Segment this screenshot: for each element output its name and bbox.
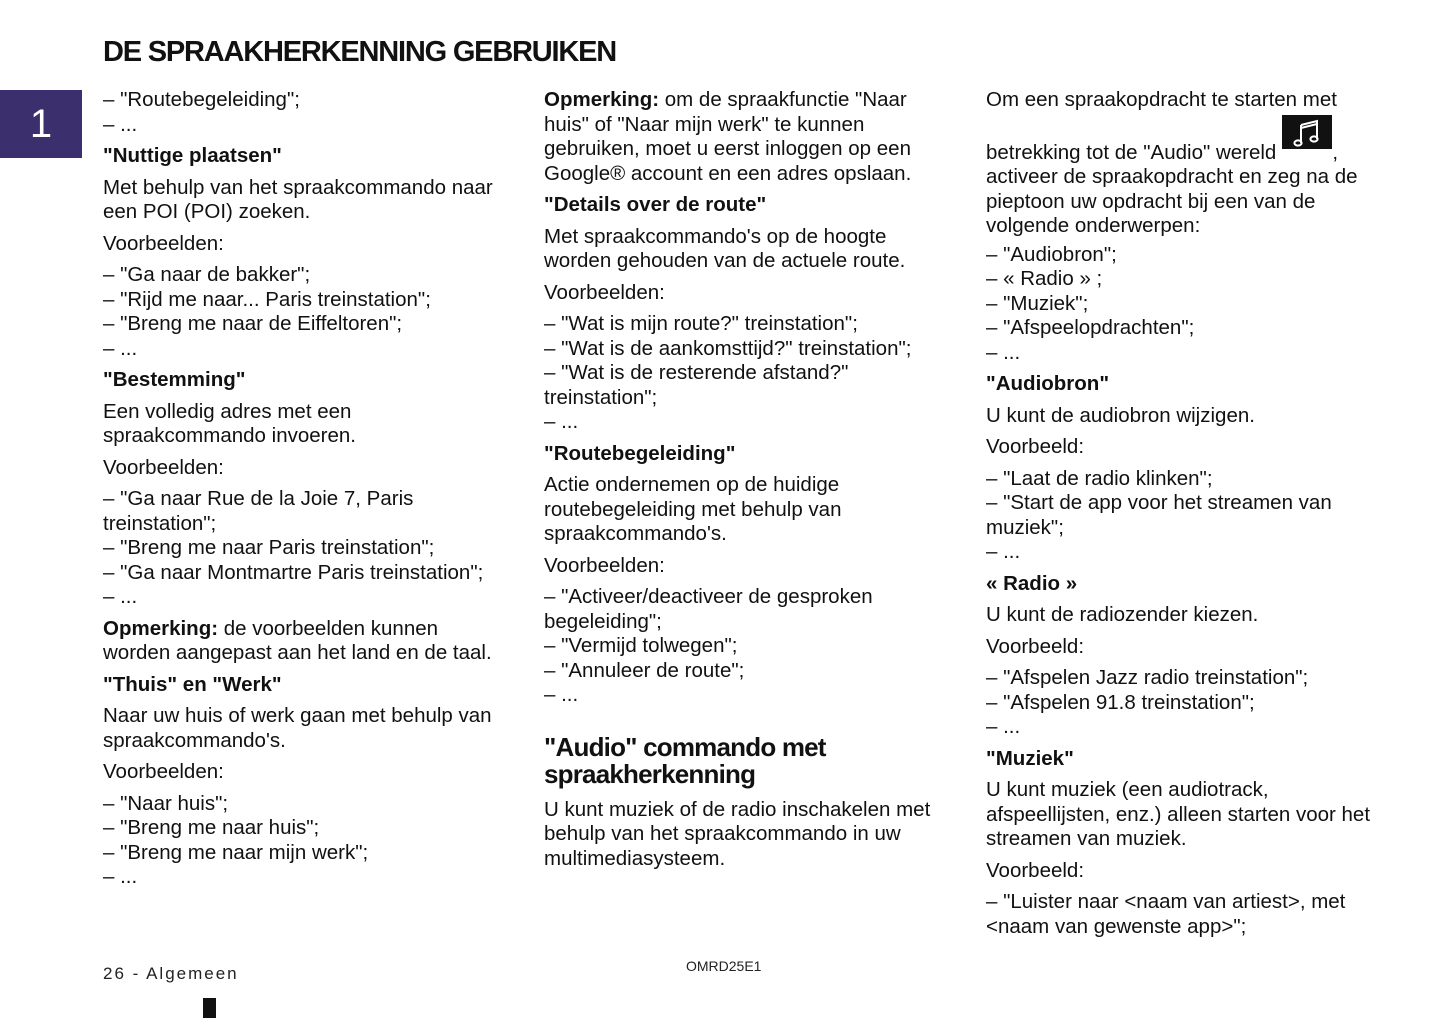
route-details-examples — [544, 312, 954, 435]
list-item: – ... — [103, 585, 138, 608]
route-details-text: Met spraakcommando's op de hoogte worden gehouden van de actuele route. — [544, 224, 906, 272]
poi-heading: "Nuttige plaatsen" — [103, 144, 282, 167]
list-item: – ... — [986, 540, 1021, 563]
chapter-tab: 1 — [0, 90, 82, 158]
guidance-examples-label: Voorbeelden: — [544, 553, 665, 577]
intro-rest: activeer de spraakopdracht en zeg na de pieptoon uw opdracht bij een van de volgende onderwerpen: — [986, 165, 1358, 237]
list-item: – "Luister naar <naam van artiest>, met <naam van gewenste app>"; — [986, 890, 1346, 938]
route-details-examples-label: Voorbeelden: — [544, 280, 665, 304]
column-2 — [544, 88, 954, 878]
guidance-heading: "Routebegeleiding" — [544, 441, 736, 465]
audio-source-example-label: Voorbeeld: — [986, 435, 1085, 458]
guidance-examples — [544, 585, 954, 708]
list-item: – "Vermijd tolwegen"; — [544, 634, 738, 657]
music-text: U kunt muziek (een audiotrack, afspeellijsten, enz.) alleen starten voor het streamen van muziek. — [986, 778, 1371, 850]
page-number-label: 26 - Algemeen — [103, 964, 239, 983]
list-item: – "Breng me naar de Eiffeltoren"; — [103, 312, 403, 335]
list-item: – "Muziek"; — [986, 291, 1089, 315]
music-heading: "Muziek" — [986, 746, 1074, 770]
poi-examples-label: Voorbeelden: — [103, 231, 224, 255]
music-example-label: Voorbeeld: — [986, 858, 1085, 882]
home-work-examples — [103, 792, 498, 890]
radio-examples — [986, 666, 1396, 740]
list-item: – ... — [103, 336, 138, 360]
note-paragraph — [544, 88, 954, 186]
list-item: – ... — [103, 865, 138, 888]
list-item: – "Ga naar Rue de la Joie 7, Paris treinstation"; — [103, 487, 414, 535]
list-item: – ... — [986, 340, 1021, 364]
radio-example-label: Voorbeeld: — [986, 634, 1085, 658]
intro-line-1: Om een spraakopdracht te starten met — [986, 88, 1337, 111]
note-paragraph — [103, 617, 498, 666]
poi-text: Met behulp van het spraakcommando naar een POI (POI) zoeken. — [103, 175, 493, 223]
radio-text: U kunt de radiozender kiezen. — [986, 603, 1259, 626]
column-3 — [986, 88, 1396, 946]
list-item: – "Breng me naar mijn werk"; — [103, 840, 369, 864]
list-item: – ... — [986, 715, 1021, 738]
list-item: – ... — [544, 410, 579, 433]
list-item: – "Naar huis"; — [103, 791, 229, 815]
destination-text: Een volledig adres met een spraakcommando invoeren. — [103, 399, 356, 447]
note-label: Opmerking: — [103, 616, 219, 640]
page-title: DE SPRAAKHERKENNING GEBRUIKEN — [103, 36, 617, 68]
page-edge-marker — [203, 998, 216, 1018]
list-item: – "Afspelen 91.8 treinstation"; — [986, 690, 1255, 714]
audio-section-text: U kunt muziek of de radio inschakelen met behulp van het spraakcommando in uw multimediasysteem. — [544, 797, 931, 870]
audio-section-heading: "Audio" commando met spraakherkenning — [544, 731, 826, 789]
list-item: – "Wat is de resterende afstand?" treinstation"; — [544, 361, 849, 409]
audio-source-heading: "Audiobron" — [986, 372, 1110, 395]
music-examples — [986, 890, 1396, 939]
list-item: – "Audiobron"; — [986, 242, 1117, 266]
poi-examples — [103, 263, 498, 361]
list-item: – ... — [544, 683, 579, 706]
list-item: – "Wat is de aankomsttijd?" treinstation"; — [544, 336, 912, 360]
home-work-examples-label: Voorbeelden: — [103, 760, 224, 783]
audio-source-text: U kunt de audiobron wijzigen. — [986, 403, 1255, 427]
list-item: – "Start de app voor het streamen van muziek"; — [986, 491, 1332, 539]
list-item: – « Radio » ; — [986, 267, 1103, 290]
destination-examples-label: Voorbeelden: — [103, 455, 224, 479]
list-item: – "Breng me naar Paris treinstation"; — [103, 536, 435, 559]
note-text: om de spraakfunctie "Naar huis" of "Naar mijn werk" te kunnen gebruiken, moet u eerst inloggen op een Google® account en een adres opslaan. — [544, 88, 912, 185]
list-item: – ... — [103, 112, 138, 136]
list-item: – "Laat de radio klinken"; — [986, 466, 1213, 490]
column-1 — [103, 88, 498, 897]
intro-paragraph — [986, 88, 1396, 239]
home-work-text: Naar uw huis of werk gaan met behulp van spraakcommando's. — [103, 704, 492, 752]
list-item: – "Breng me naar huis"; — [103, 816, 320, 839]
note-label: Opmerking: — [544, 88, 660, 111]
destination-heading: "Bestemming" — [103, 368, 246, 391]
list-item: – "Routebegeleiding"; — [103, 88, 300, 111]
music-note-icon — [1282, 115, 1332, 149]
guidance-text: Actie ondernemen op de huidige routebegeleiding met behulp van spraakcommando's. — [544, 473, 842, 545]
intro-comma: , — [1332, 140, 1339, 164]
note-text: de voorbeelden kunnen worden aangepast aan het land en de taal. — [103, 616, 492, 664]
home-work-heading: "Thuis" en "Werk" — [103, 672, 282, 696]
route-details-heading: "Details over de route" — [544, 193, 767, 216]
intro-list — [103, 88, 498, 137]
destination-examples — [103, 487, 498, 610]
topics-list — [986, 243, 1396, 366]
radio-heading: « Radio » — [986, 571, 1078, 595]
audio-source-examples — [986, 467, 1396, 565]
list-item: – "Afspelen Jazz radio treinstation"; — [986, 666, 1309, 689]
list-item: – "Ga naar de bakker"; — [103, 263, 311, 286]
list-item: – "Rijd me naar... Paris treinstation"; — [103, 287, 431, 311]
list-item: – "Annuleer de route"; — [544, 658, 745, 682]
document-code: OMRD25E1 — [686, 958, 762, 974]
list-item: – "Afspeelopdrachten"; — [986, 316, 1195, 339]
list-item: – "Ga naar Montmartre Paris treinstation"; — [103, 560, 484, 584]
intro-line-2: betrekking tot de "Audio" wereld — [986, 140, 1277, 164]
list-item: – "Activeer/deactiveer de gesproken begeleiding"; — [544, 585, 873, 633]
list-item: – "Wat is mijn route?" treinstation"; — [544, 312, 858, 335]
